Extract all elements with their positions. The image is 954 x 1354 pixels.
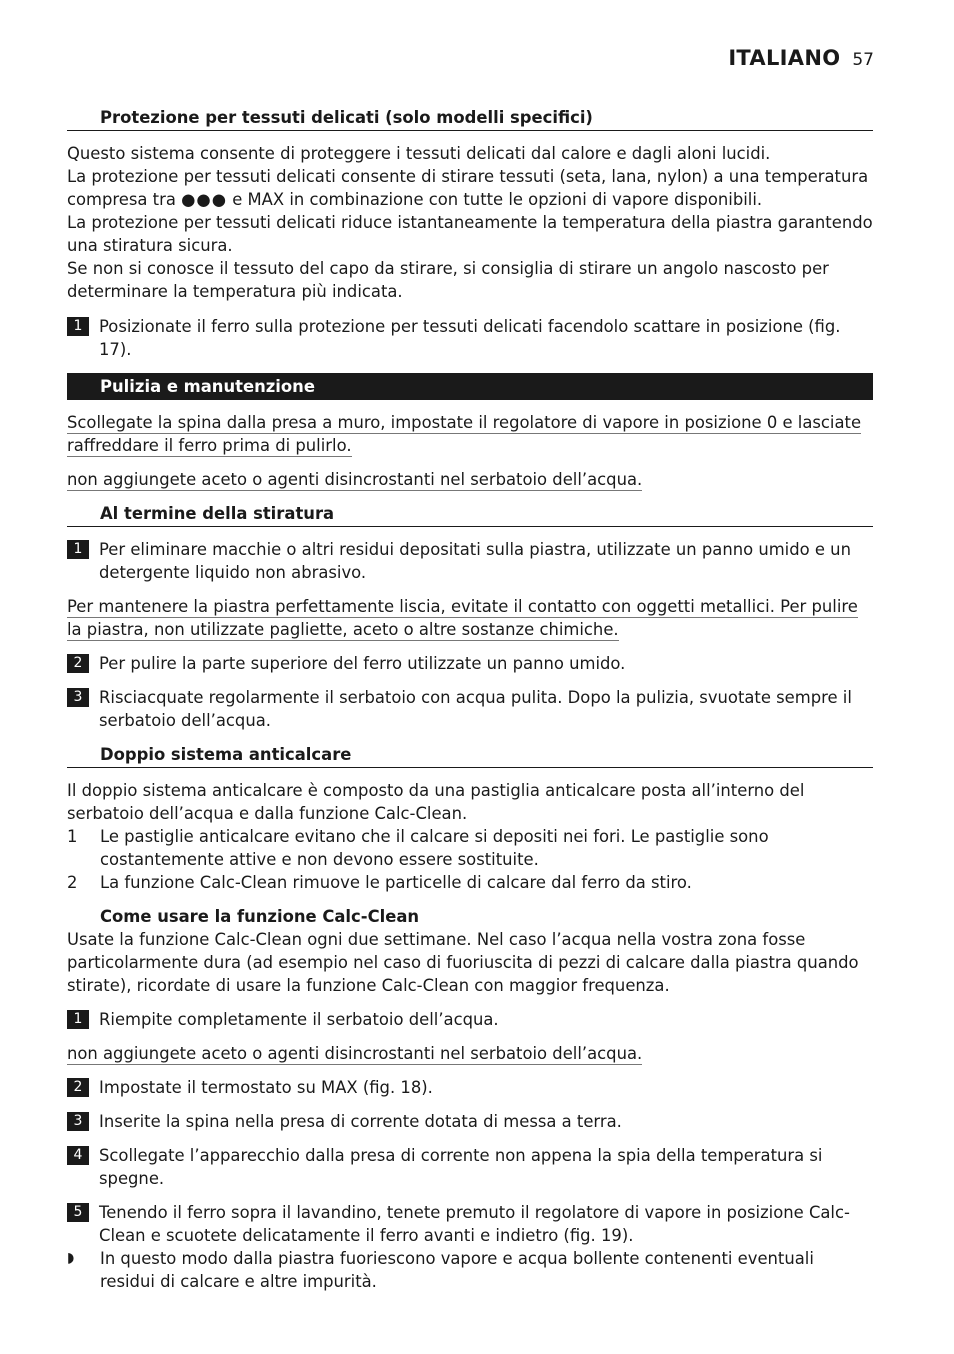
step-number-badge: 3 bbox=[67, 1112, 89, 1131]
step-text: Posizionate il ferro sulla protezione per tessuti delicati facendolo scattare in posizione (fig. 17). bbox=[99, 317, 841, 359]
warning-text: Scollegate la spina dalla presa a muro, impostate il regolatore di vapore in posizione 0 e lasciate raffreddare il ferro prima di pulirlo. bbox=[67, 413, 862, 455]
result-item bbox=[67, 1247, 873, 1293]
step-number-badge: 3 bbox=[67, 688, 89, 707]
temperature-dots-icon: ●●● bbox=[181, 190, 228, 209]
step-item bbox=[67, 686, 873, 732]
step-text: Impostate il termostato su MAX (fig. 18). bbox=[99, 1078, 433, 1097]
step-text: Per pulire la parte superiore del ferro utilizzate un panno umido. bbox=[99, 654, 626, 673]
step-item bbox=[67, 1076, 873, 1099]
step-item bbox=[67, 315, 873, 361]
step-item bbox=[67, 652, 873, 675]
warning-text: Per mantenere la piastra perfettamente liscia, evitate il contatto con oggetti metallici. Per pulire la piastra, non utilizzate pagliette, aceto o altre sostanze chimiche. bbox=[67, 597, 858, 639]
section-heading-delicate-protection: Protezione per tessuti delicati (solo modelli specifici) bbox=[67, 106, 873, 131]
paragraph: Il doppio sistema anticalcare è composto da una pastiglia anticalcare posta all’interno del serbatoio dell’acqua e dalla funzione Calc-Clean. bbox=[67, 781, 805, 823]
result-arrow-icon: ◗ bbox=[67, 1250, 75, 1266]
paragraph: Questo sistema consente di proteggere i tessuti delicati dal calore e dagli aloni lucidi. bbox=[67, 144, 771, 163]
section-heading-cleaning: Pulizia e manutenzione bbox=[67, 373, 873, 400]
step-text: Inserite la spina nella presa di corrente dotata di messa a terra. bbox=[99, 1112, 622, 1131]
step-text: Risciacquate regolarmente il serbatoio con acqua pulita. Dopo la pulizia, svuotate sempre il serbatoio dell’acqua. bbox=[99, 688, 852, 730]
numbered-item: 2 La funzione Calc-Clean rimuove le particelle di calcare dal ferro da stiro. bbox=[67, 873, 692, 892]
step-text: Riempite completamente il serbatoio dell’acqua. bbox=[99, 1010, 499, 1029]
step-text: Per eliminare macchie o altri residui depositati sulla piastra, utilizzate un panno umido e un detergente liquido non abrasivo. bbox=[99, 540, 851, 582]
paragraph: Se non si conosce il tessuto del capo da stirare, si consiglia di stirare un angolo nascosto per determinare la temperatura più indicata. bbox=[67, 259, 829, 301]
step-item bbox=[67, 1008, 873, 1031]
step-number-badge: 2 bbox=[67, 654, 89, 673]
step-text: Scollegate l’apparecchio dalla presa di corrente non appena la spia della temperatura si spegne. bbox=[99, 1146, 823, 1188]
section-heading-after-ironing: Al termine della stiratura bbox=[67, 502, 873, 527]
page-number: 57 bbox=[852, 50, 874, 70]
result-text: In questo modo dalla piastra fuoriescono vapore e acqua bollente contenenti eventuali residui di calcare e altre impurità. bbox=[100, 1249, 814, 1291]
step-number-badge: 5 bbox=[67, 1203, 89, 1222]
language-label: ITALIANO bbox=[728, 46, 841, 70]
step-item bbox=[67, 1144, 873, 1190]
paragraph: Usate la funzione Calc-Clean ogni due settimane. Nel caso l’acqua nella vostra zona fosse particolarmente dura (ad esempio nel caso di fuoriuscita di pezzi di calcare dalla piastra quando stirate), ricordate di usare la funzione Calc-Clean con maggior frequenza. bbox=[67, 930, 859, 995]
step-number-badge: 1 bbox=[67, 317, 89, 336]
paragraph: La protezione per tessuti delicati consente di stirare tessuti (seta, lana, nylon) a una temperatura compresa tra ●●● e MAX in combinazione con tutte le opzioni di vapore disponibili. bbox=[67, 167, 869, 209]
page-content bbox=[67, 106, 873, 1293]
section-heading-double-anticalc: Doppio sistema anticalcare bbox=[67, 743, 873, 768]
numbered-item: 1 Le pastiglie anticalcare evitano che il calcare si depositi nei fori. Le pastiglie sono costantemente attive e non devono essere sostituite. bbox=[67, 827, 769, 869]
section-heading-calc-clean: Come usare la funzione Calc-Clean bbox=[100, 907, 420, 926]
step-text: Tenendo il ferro sopra il lavandino, tenete premuto il regolatore di vapore in posizione Calc-Clean e scuotete delicatamente il ferro avanti e indietro (fig. 19). bbox=[99, 1203, 850, 1245]
warning-text: non aggiungete aceto o agenti disincrostanti nel serbatoio dell’acqua. bbox=[67, 470, 643, 489]
step-number-badge: 1 bbox=[67, 1010, 89, 1029]
step-number-badge: 2 bbox=[67, 1078, 89, 1097]
step-item bbox=[67, 1201, 873, 1247]
step-item bbox=[67, 1110, 873, 1133]
warning-text: non aggiungete aceto o agenti disincrostanti nel serbatoio dell’acqua. bbox=[67, 1044, 643, 1063]
paragraph: La protezione per tessuti delicati riduce istantaneamente la temperatura della piastra garantendo una stiratura sicura. bbox=[67, 213, 873, 255]
step-item bbox=[67, 538, 873, 584]
step-number-badge: 4 bbox=[67, 1146, 89, 1165]
step-number-badge: 1 bbox=[67, 540, 89, 559]
page-header bbox=[728, 46, 874, 70]
